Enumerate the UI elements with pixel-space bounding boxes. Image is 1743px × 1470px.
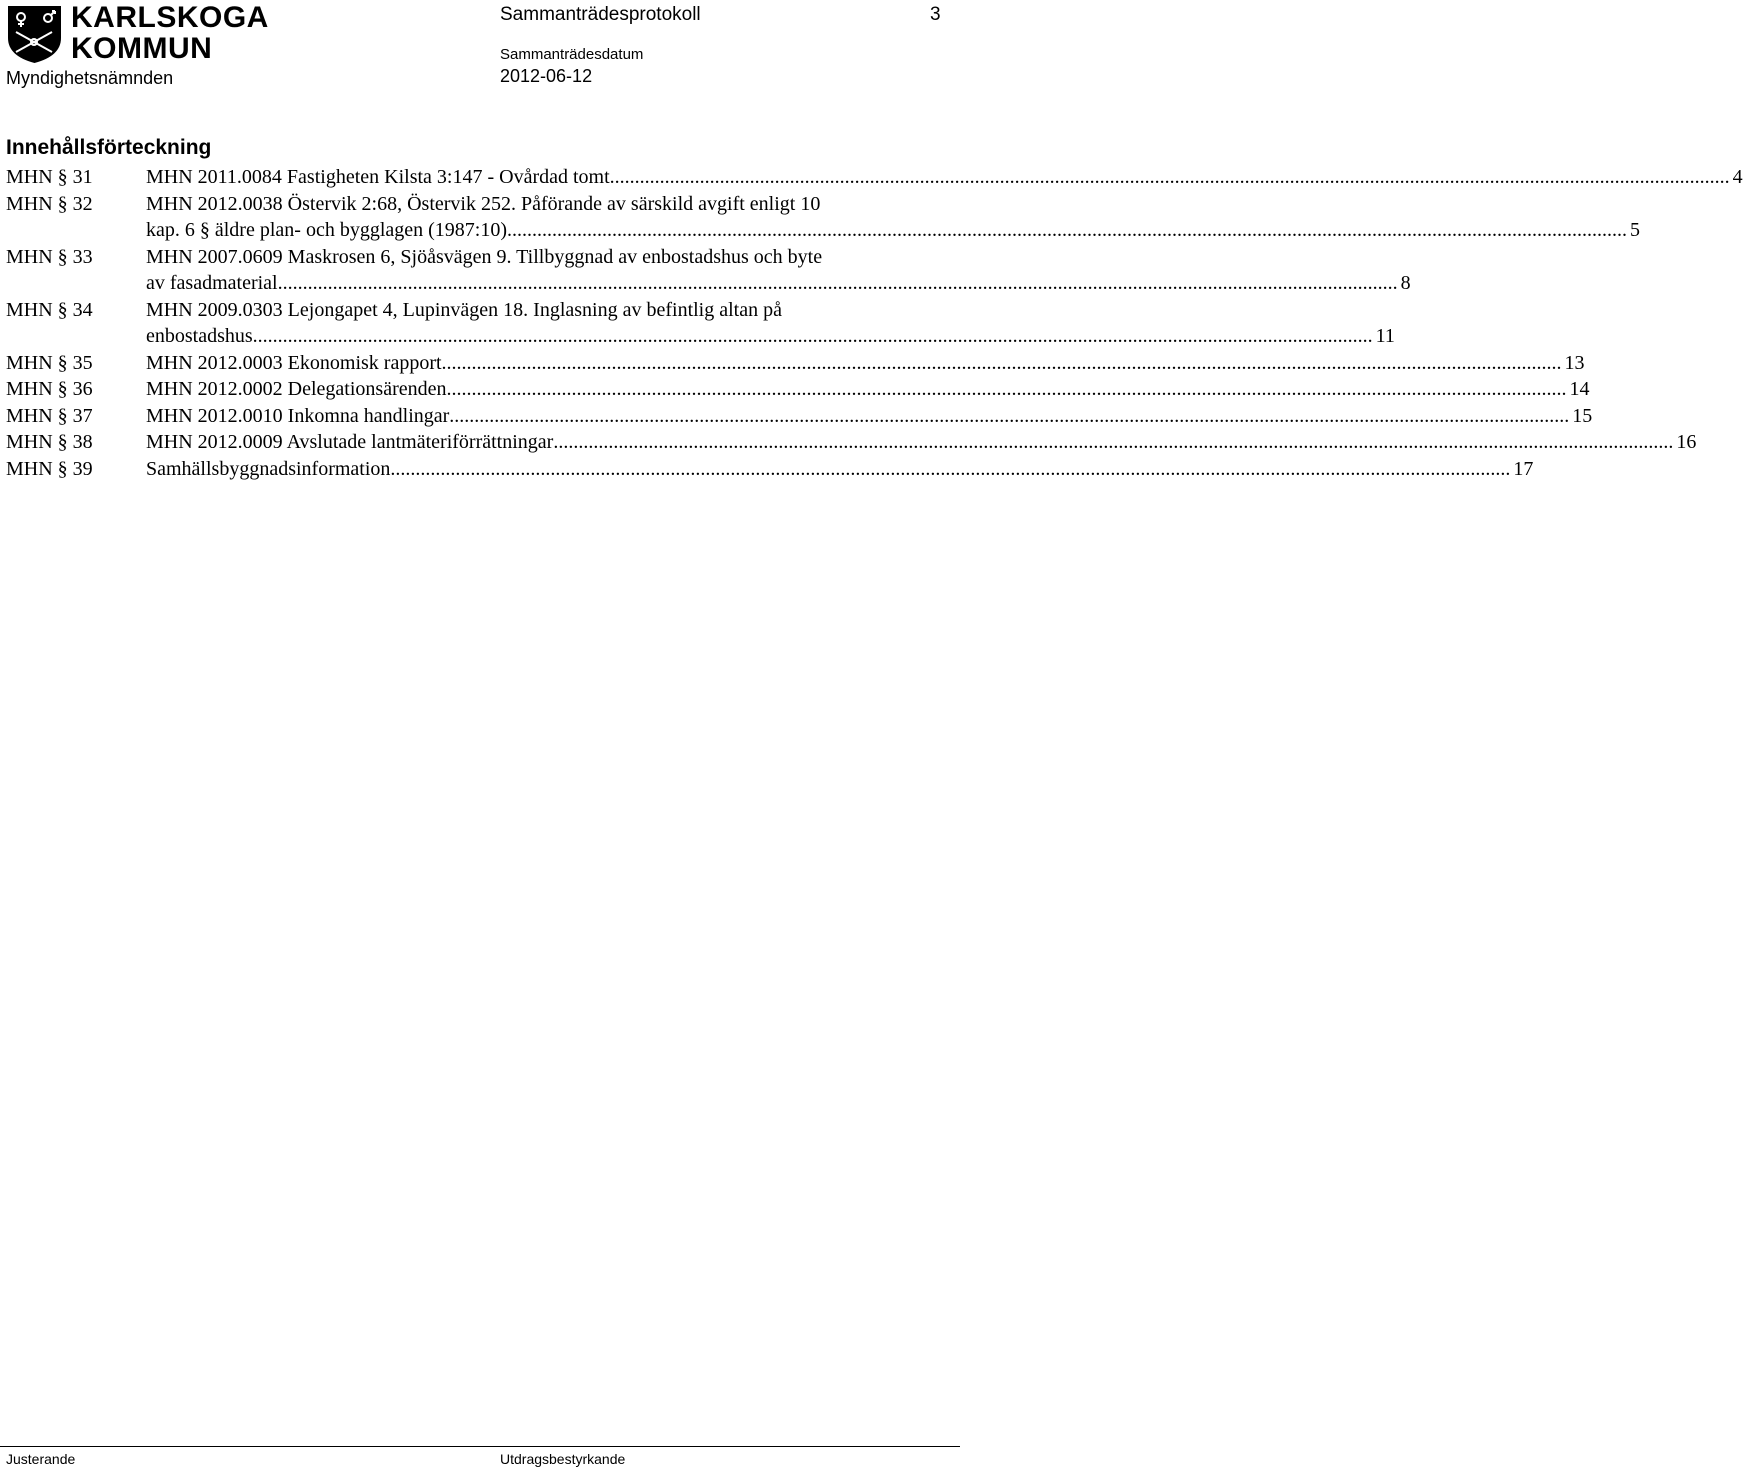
toc-leader-dots bbox=[442, 350, 1562, 377]
toc-entry-page: 5 bbox=[1630, 219, 1641, 241]
wordmark-line-1: KARLSKOGA bbox=[71, 1, 269, 34]
toc-entry-page: 4 bbox=[1732, 166, 1743, 188]
toc-heading: Innehållsförteckning bbox=[6, 136, 212, 159]
toc-entry[interactable] bbox=[6, 244, 1411, 297]
toc-entry-page: 16 bbox=[1676, 431, 1697, 453]
toc-entry-title: MHN 2012.0002 Delegationsärenden bbox=[146, 378, 447, 400]
toc-entry-code: MHN § 34 bbox=[6, 298, 93, 321]
wordmark-line-2: KOMMUN bbox=[71, 32, 213, 65]
footer-utdragsbestyrkande-label: Utdragsbestyrkande bbox=[500, 1451, 626, 1467]
toc-leader-dots bbox=[447, 376, 1567, 403]
toc-leader-dots bbox=[610, 164, 1730, 191]
toc-entry-title: MHN 2011.0084 Fastigheten Kilsta 3:147 - Ovårdad tomt bbox=[146, 166, 610, 188]
toc-entry[interactable] bbox=[6, 403, 1593, 430]
toc-entry[interactable] bbox=[6, 376, 1590, 403]
toc-leader-dots bbox=[507, 217, 1627, 244]
toc-entry[interactable] bbox=[6, 297, 1395, 350]
date-label: Sammanträdesdatum bbox=[500, 46, 644, 63]
toc-entry-page: 8 bbox=[1400, 272, 1411, 294]
toc-entry[interactable] bbox=[6, 429, 1697, 456]
toc-entry-code: MHN § 37 bbox=[6, 404, 93, 427]
toc-leader-dots bbox=[449, 403, 1569, 430]
toc-entry-code: MHN § 33 bbox=[6, 245, 93, 268]
toc-entry-code: MHN § 36 bbox=[6, 378, 93, 400]
page-number: 3 bbox=[930, 4, 941, 25]
toc-entry-title-cont: kap. 6 § äldre plan- och bygglagen (1987:10) bbox=[146, 219, 508, 241]
toc-entry-title: MHN 2009.0303 Lejongapet 4, Lupinvägen 18. Inglasning av befintlig altan på bbox=[146, 298, 782, 321]
document-type: Sammanträdesprotokoll bbox=[500, 4, 701, 25]
toc-entry-page: 17 bbox=[1513, 457, 1534, 480]
toc-entry-page: 14 bbox=[1569, 378, 1590, 400]
toc-entry[interactable] bbox=[6, 350, 1585, 377]
toc-leader-dots bbox=[390, 456, 1510, 483]
table-of-contents bbox=[6, 164, 1743, 482]
toc-entry-page: 13 bbox=[1564, 351, 1585, 374]
toc-entry-title: MHN 2012.0009 Avslutade lantmäteriförrättningar bbox=[146, 431, 554, 453]
toc-entry-title: MHN 2012.0038 Östervik 2:68, Östervik 252. Påförande av särskild avgift enligt 10 bbox=[146, 192, 821, 215]
toc-entry-code: MHN § 38 bbox=[6, 431, 93, 453]
toc-entry-title: MHN 2012.0010 Inkomna handlingar bbox=[146, 404, 450, 427]
toc-entry-page: 11 bbox=[1375, 325, 1395, 347]
toc-entry-code: MHN § 35 bbox=[6, 351, 93, 374]
toc-entry-title-cont: enbostadshus bbox=[146, 325, 253, 347]
toc-entry-title: MHN 2012.0003 Ekonomisk rapport bbox=[146, 351, 442, 374]
toc-leader-dots bbox=[553, 429, 1673, 456]
toc-entry-code: MHN § 32 bbox=[6, 192, 93, 215]
toc-leader-dots bbox=[253, 323, 1373, 350]
toc-entry-title: MHN 2007.0609 Maskrosen 6, Sjöåsvägen 9. Tillbyggnad av enbostadshus och byte bbox=[146, 245, 823, 268]
footer-divider bbox=[0, 1446, 960, 1447]
footer-justerande-label: Justerande bbox=[6, 1451, 76, 1467]
toc-entry-page: 15 bbox=[1572, 404, 1593, 427]
toc-entry-code: MHN § 31 bbox=[6, 166, 93, 188]
date-value: 2012-06-12 bbox=[500, 66, 593, 86]
municipality-wordmark bbox=[71, 2, 269, 64]
toc-entry[interactable] bbox=[6, 191, 1641, 244]
toc-leader-dots bbox=[278, 270, 1398, 297]
toc-entry[interactable] bbox=[6, 456, 1534, 483]
toc-entry[interactable] bbox=[6, 164, 1743, 191]
organization-name: Myndighetsnämnden bbox=[6, 68, 174, 88]
toc-entry-title: Samhällsbyggnadsinformation bbox=[146, 457, 391, 480]
toc-entry-title-cont: av fasadmaterial bbox=[146, 272, 278, 294]
toc-entry-code: MHN § 39 bbox=[6, 457, 93, 480]
coat-of-arms-logo bbox=[6, 4, 63, 64]
